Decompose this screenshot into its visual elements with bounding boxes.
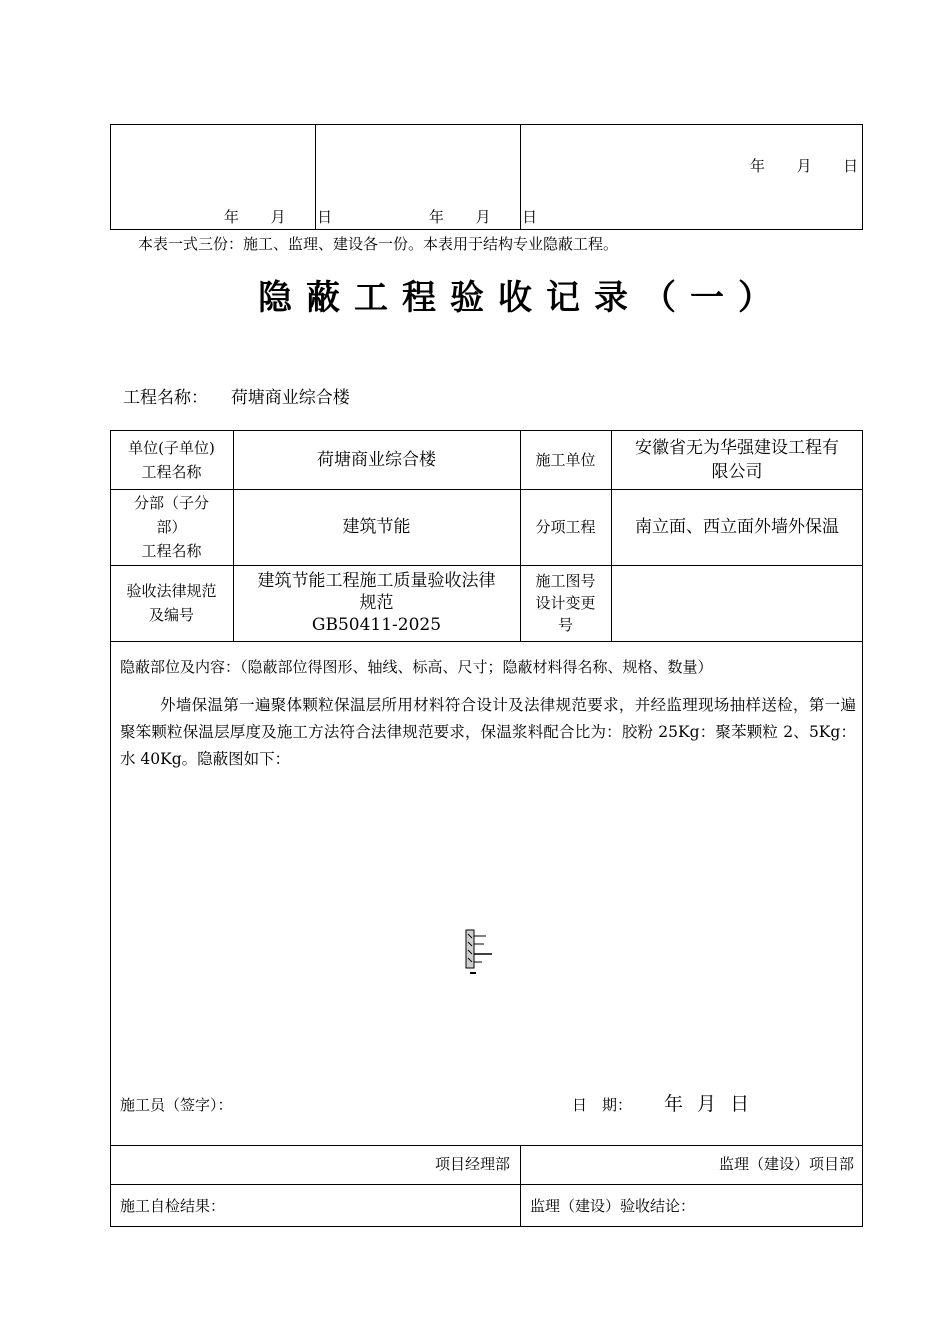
sub-item-value: 南立面、西立面外墙外保温 (635, 517, 839, 537)
division-name-label: 分部（子分 部） 工程名称 (133, 494, 209, 560)
footer-split (520, 1145, 521, 1227)
drawing-number-label: 施工图号 设计变更 号 (535, 572, 596, 634)
division-name-value: 建筑节能 (342, 517, 411, 537)
contractor-value: 安徽省无为华强建设工程有 限公司 (635, 437, 839, 482)
sign-date-label: 日 期： (572, 1096, 633, 1114)
row-line-3 (110, 641, 863, 642)
project-manager-dept: 项目经理部 (434, 1155, 510, 1173)
top-date-2: 年 月 日 (429, 208, 538, 226)
hidden-section-paragraph: 外墙保温第一遍聚体颗粒保温层所用材料符合设计及法律规范要求，并经监理现场抽样送检，第一遍聚笨颗粒保温层厚度及施工方法符合法律规范要求，保温浆料配合比为：胶粉 25Kg：聚苯颗粒 2、5Kg：水 40Kg。隐蔽图如下： (120, 696, 856, 768)
row-line-5 (110, 1184, 863, 1185)
contractor-label: 施工单位 (535, 450, 596, 469)
project-name-label: 工程名称： (123, 388, 208, 408)
supervision-dept: 监理（建设）项目部 (718, 1155, 854, 1173)
drawing-number-value (611, 565, 863, 641)
drawing-caption-mark (470, 972, 476, 974)
self-check-result-label: 施工自检结果： (120, 1197, 226, 1215)
hidden-works-drawing (462, 928, 498, 978)
standard-label: 验收法律规范 及编号 (126, 582, 217, 624)
form-note: 本表一式三份：施工、监理、建设各一份。本表用于结构专业隐蔽工程。 (138, 235, 619, 253)
signer-label: 施工员（签字）： (120, 1096, 233, 1114)
hidden-section-heading: 隐蔽部位及内容：（隐蔽部位得图形、轴线、标高、尺寸；隐蔽材料得名称、规格、数量） (120, 658, 713, 676)
project-name-value: 荷塘商业综合楼 (230, 388, 350, 408)
unit-name-value: 荷塘商业综合楼 (317, 449, 436, 470)
top-date-1: 年 月 日 (224, 208, 333, 226)
standard-value: 建筑节能工程施工质量验收法律 规范 GB50411-2025 (257, 571, 496, 635)
sub-item-label: 分项工程 (535, 518, 596, 536)
top-date-3: 年 月 日 (750, 157, 859, 175)
row-line-4 (110, 1145, 863, 1146)
page-title: 隐蔽工程验收记录（一） (258, 278, 786, 318)
project-name-row (123, 386, 350, 410)
unit-name-label: 单位(子单位) 工程名称 (128, 438, 215, 481)
acceptance-conclusion-label: 监理（建设）验收结论： (530, 1197, 696, 1215)
sign-date-value: 年 月 日 (664, 1093, 754, 1115)
